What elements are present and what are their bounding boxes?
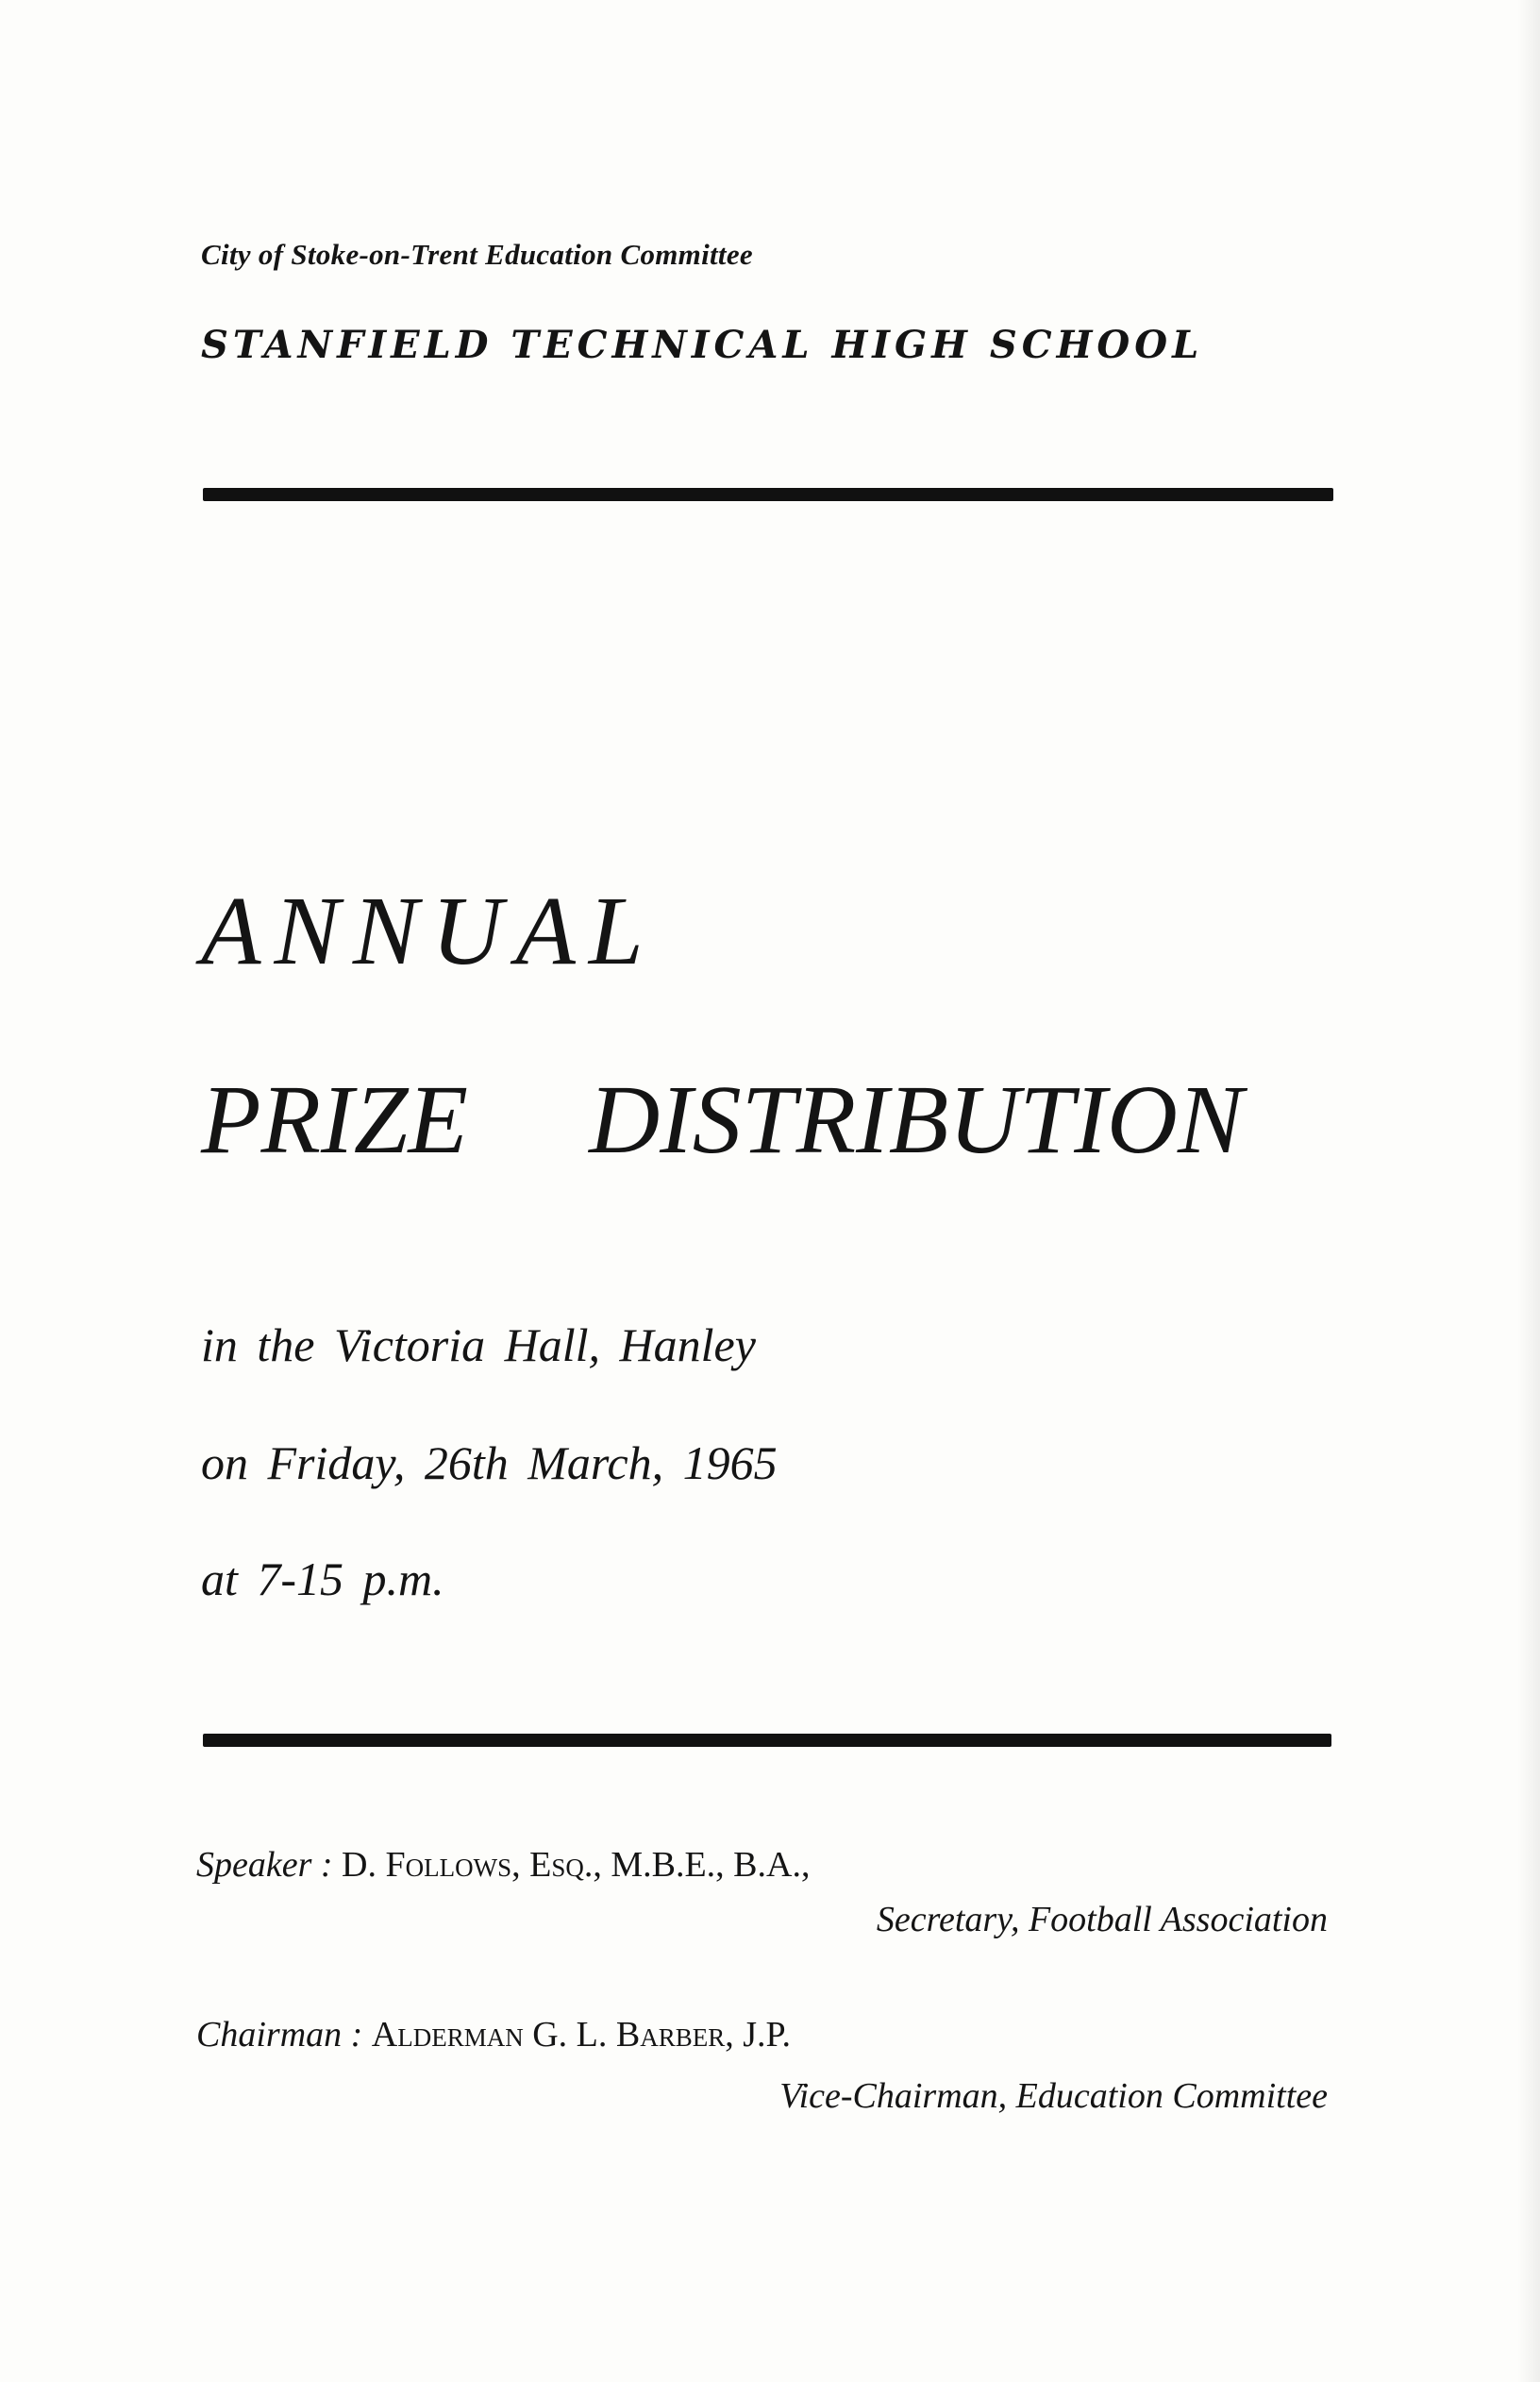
event-venue: in the Victoria Hall, Hanley bbox=[201, 1318, 756, 1371]
bottom-divider-rule bbox=[203, 1734, 1331, 1747]
chairman-title: Vice-Chairman, Education Committee bbox=[779, 2076, 1328, 2116]
page-edge-shadow bbox=[1517, 0, 1540, 2382]
chairman-name: Alderman G. L. Barber, J.P. bbox=[371, 2015, 791, 2055]
title-prize-distribution bbox=[201, 1065, 1244, 1174]
speaker-label: Speaker : bbox=[196, 1845, 333, 1885]
speaker-title: Secretary, Football Association bbox=[876, 1900, 1328, 1939]
title-prize-word: PRIZE bbox=[201, 1065, 469, 1174]
committee-heading: City of Stoke-on-Trent Education Committee bbox=[201, 238, 753, 271]
speaker-line bbox=[196, 1847, 810, 1883]
chairman-line bbox=[196, 2017, 791, 2053]
event-time: at 7-15 p.m. bbox=[201, 1552, 444, 1605]
chairman-label: Chairman : bbox=[196, 2015, 363, 2055]
speaker-name: D. Follows, Esq., M.B.E., B.A., bbox=[342, 1845, 811, 1885]
title-distribution-word: DISTRIBUTION bbox=[589, 1065, 1244, 1174]
top-divider-rule bbox=[203, 488, 1333, 501]
event-date: on Friday, 26th March, 1965 bbox=[201, 1436, 778, 1489]
title-annual: ANNUAL bbox=[201, 877, 657, 985]
school-name: STANFIELD TECHNICAL HIGH SCHOOL bbox=[201, 323, 1204, 367]
